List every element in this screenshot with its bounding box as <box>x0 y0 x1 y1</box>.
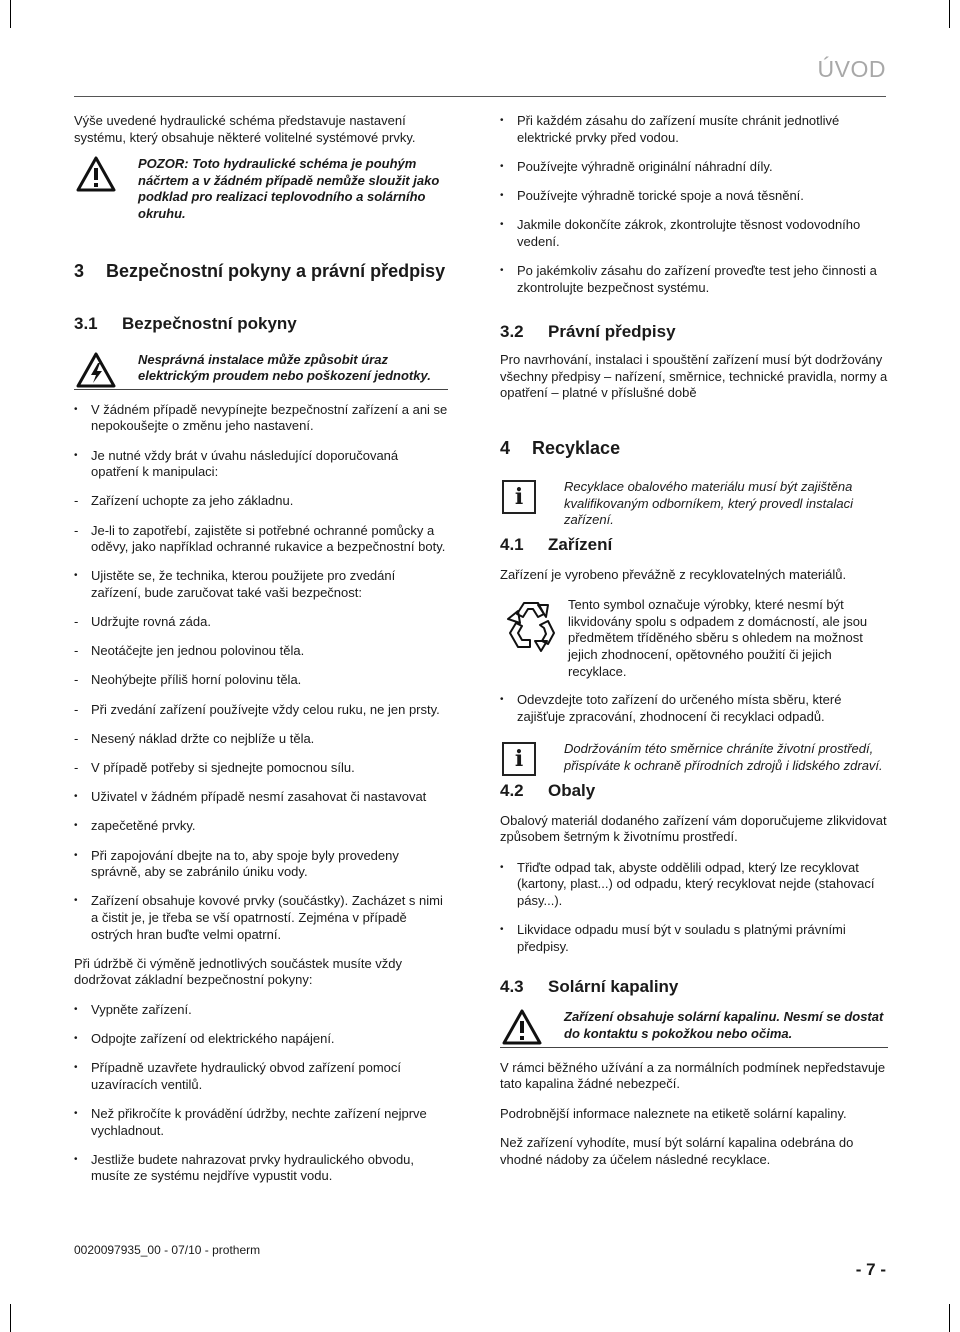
list-item: • Třiďte odpad tak, abyste oddělili odpad, který lze recyklovat (kartony, plast...) od odpadu, který recyklovat nejde (stahovací pásy...). <box>500 860 888 910</box>
list-item: • Při každém zásahu do zařízení musíte chránit jednotlivé elektrické prvky před vodou. <box>500 113 888 146</box>
list-item: - Zařízení uchopte za jeho základnu. <box>74 493 448 510</box>
crop-mark <box>10 1304 11 1332</box>
list-item: • Likvidace odpadu musí být v souladu s platnými právními předpisy. <box>500 922 888 955</box>
list-item: - Neohýbejte příliš horní polovinu těla. <box>74 672 448 689</box>
page-number: - 7 - <box>855 1260 886 1279</box>
section-header: ÚVOD <box>817 56 886 82</box>
packaging-list <box>500 860 888 956</box>
solar-text-2: Podrobnější informace naleznete na etiketě solární kapaliny. <box>500 1105 847 1121</box>
list-item: • Vypněte zařízení. <box>74 1002 448 1019</box>
warning-text: Zařízení obsahuje solární kapalinu. Nesmí se dostat do kontaktu s pokožkou nebo očima. <box>564 1009 884 1041</box>
safety-list <box>74 402 448 943</box>
recycle-notice <box>500 597 888 680</box>
info-text: Recyklace obalového materiálu musí být zajištěna kvalifikovaným odborníkem, který provedl instalaci zařízení. <box>564 478 854 528</box>
section-heading-4: 4 Recyklace <box>500 437 621 458</box>
device-list <box>500 692 888 725</box>
list-item: • Po jakémkoliv zásahu do zařízení proveďte test jeho činnosti a zkontrolujte bezpečnost systému. <box>500 263 888 296</box>
list-item: - Při zvedání zařízení používejte vždy celou ruku, ne jen prsty. <box>74 702 448 719</box>
list-item: • Používejte výhradně originální náhradní díly. <box>500 159 888 176</box>
electric-warning <box>74 352 448 390</box>
list-item: - Neotáčejte jen jednou polovinou těla. <box>74 643 448 660</box>
crop-mark <box>949 1304 950 1332</box>
list-item: • Odpojte zařízení od elektrického napájení. <box>74 1031 448 1048</box>
info-icon: i <box>502 742 536 776</box>
list-item: - V případě potřeby si sjednejte pomocnou sílu. <box>74 760 448 777</box>
electric-hazard-icon <box>76 352 116 393</box>
environment-info <box>500 741 888 774</box>
maintenance-intro: Při údržbě či výměně jednotlivých součástek musíte vždy dodržovat základní bezpečnostní pokyny: <box>74 955 403 988</box>
warning-text: Nesprávná instalace může způsobit úraz elektrickým proudem nebo poškození jednotky. <box>138 351 431 384</box>
crop-mark <box>10 0 11 28</box>
list-item: • Zařízení obsahuje kovové prvky (součástky). Zacházet s nimi a čistit je, je třeba se vší opatrností. Zejména v případě ostrých hran buďte velmi opatrní. <box>74 893 448 943</box>
right-column <box>500 113 888 1182</box>
solar-text-1: V rámci běžného užívání a za normálních podmínek nepředstavuje tato kapalina žádné nebezpečí. <box>500 1059 886 1092</box>
list-item: • zapečetěné prvky. <box>74 818 448 835</box>
packaging-text: Obalový materiál dodaného zařízení vám doporučujeme zlikvidovat způsobem šetrným k životnímu prostředí. <box>500 812 887 845</box>
list-item: • Než přikročíte k provádění údržby, nechte zařízení nejprve vychladnout. <box>74 1106 448 1139</box>
section-heading-4-1: 4.1 Zařízení <box>500 534 613 554</box>
section-heading-4-2: 4.2 Obaly <box>500 780 596 800</box>
recycle-text: Tento symbol označuje výrobky, které nesmí být likvidovány spolu s odpadem z domácností, ale jsou předmětem tříděného sběru s ohledem na možnost jejich zhodnocení, opětovného použití či jejich recyklace. <box>568 597 868 679</box>
section-heading-4-3: 4.3 Solární kapaliny <box>500 977 679 997</box>
section-heading-3-1: 3.1 Bezpečnostní pokyny <box>74 313 297 333</box>
section-heading-3: 3 Bezpečnostní pokyny a právní předpisy <box>74 260 446 281</box>
list-item: • Případně uzavřete hydraulický obvod zařízení pomocí uzavíracích ventilů. <box>74 1060 448 1093</box>
recycle-icon <box>502 597 560 660</box>
info-icon: i <box>502 480 536 514</box>
warning-text: POZOR: Toto hydraulické schéma je pouhým náčrtem a v žádném případě nemůže sloužit jako podklad pro realizaci teplovodního a solárního okruhu. <box>138 156 440 221</box>
list-item: - Nesený náklad držte co nejblíže u těla. <box>74 731 448 748</box>
list-item: • Jestliže budete nahrazovat prvky hydraulického obvodu, musíte ze systému nejdříve vypustit vodu. <box>74 1152 448 1185</box>
list-item: • Ujistěte se, že technika, kterou použijete pro zvedání zařízení, bude zaručovat také vaši bezpečnost: <box>74 568 448 601</box>
list-item: • Uživatel v žádném případě nesmí zasahovat či nastavovat <box>74 789 448 806</box>
crop-mark <box>949 0 950 28</box>
list-item: • Odevzdejte toto zařízení do určeného místa sběru, které zajišťuje zpracování, zhodnocení či recyklaci odpadů. <box>500 692 888 725</box>
left-column <box>74 113 448 1198</box>
warning-icon <box>502 1009 542 1050</box>
list-item: • Při zapojování dbejte na to, aby spoje byly provedeny správně, aby se zabránilo úniku vody. <box>74 848 448 881</box>
maintenance-list <box>74 1002 448 1185</box>
header-rule <box>74 96 886 97</box>
intro-text: Výše uvedené hydraulické schéma představuje nastavení systému, který obsahuje některé volitelné systémové prvky. <box>74 113 416 145</box>
solar-text-3: Než zařízení vyhodíte, musí být solární kapalina odebrána do vhodné nádoby za účelem následné recyklace. <box>500 1135 854 1167</box>
warning-icon <box>76 156 116 197</box>
device-text: Zařízení je vyrobeno převážně z recyklovatelných materiálů. <box>500 566 847 582</box>
solar-fluid-warning <box>500 1009 888 1047</box>
list-item: - Udržujte rovná záda. <box>74 614 448 631</box>
list-item: • Jakmile dokončíte zákrok, zkontrolujte těsnost vodovodního vedení. <box>500 217 888 250</box>
list-item: - Je-li to zapotřebí, zajistěte si potřebné ochranné pomůcky a oděvy, jako například ochranné rukavice a bezpečnostní boty. <box>74 523 448 556</box>
legal-text: Pro navrhování, instalaci i spouštění zařízení musí být dodržovány všechny předpisy – nařízení, směrnice, technické pravidla, normy a opatření – platné v příslušné době <box>500 352 888 401</box>
recycling-info <box>500 479 888 529</box>
document-id: 0020097935_00 - 07/10 - protherm <box>74 1243 261 1257</box>
hydraulic-warning <box>74 156 448 222</box>
section-heading-3-2: 3.2 Právní předpisy <box>500 322 676 342</box>
list-item: • Je nutné vždy brát v úvahu následující doporučovaná opatření k manipulaci: <box>74 448 448 481</box>
list-item: • V žádném případě nevypínejte bezpečnostní zařízení a ani se nepokoušejte o změnu jeho nastavení. <box>74 402 448 435</box>
info-text: Dodržováním této směrnice chráníte životní prostředí, přispíváte k ochraně přírodních zdrojů i lidského zdraví. <box>564 741 883 774</box>
list-item: • Používejte výhradně torické spoje a nová těsnění. <box>500 188 888 205</box>
safety-list-continued <box>500 113 888 296</box>
